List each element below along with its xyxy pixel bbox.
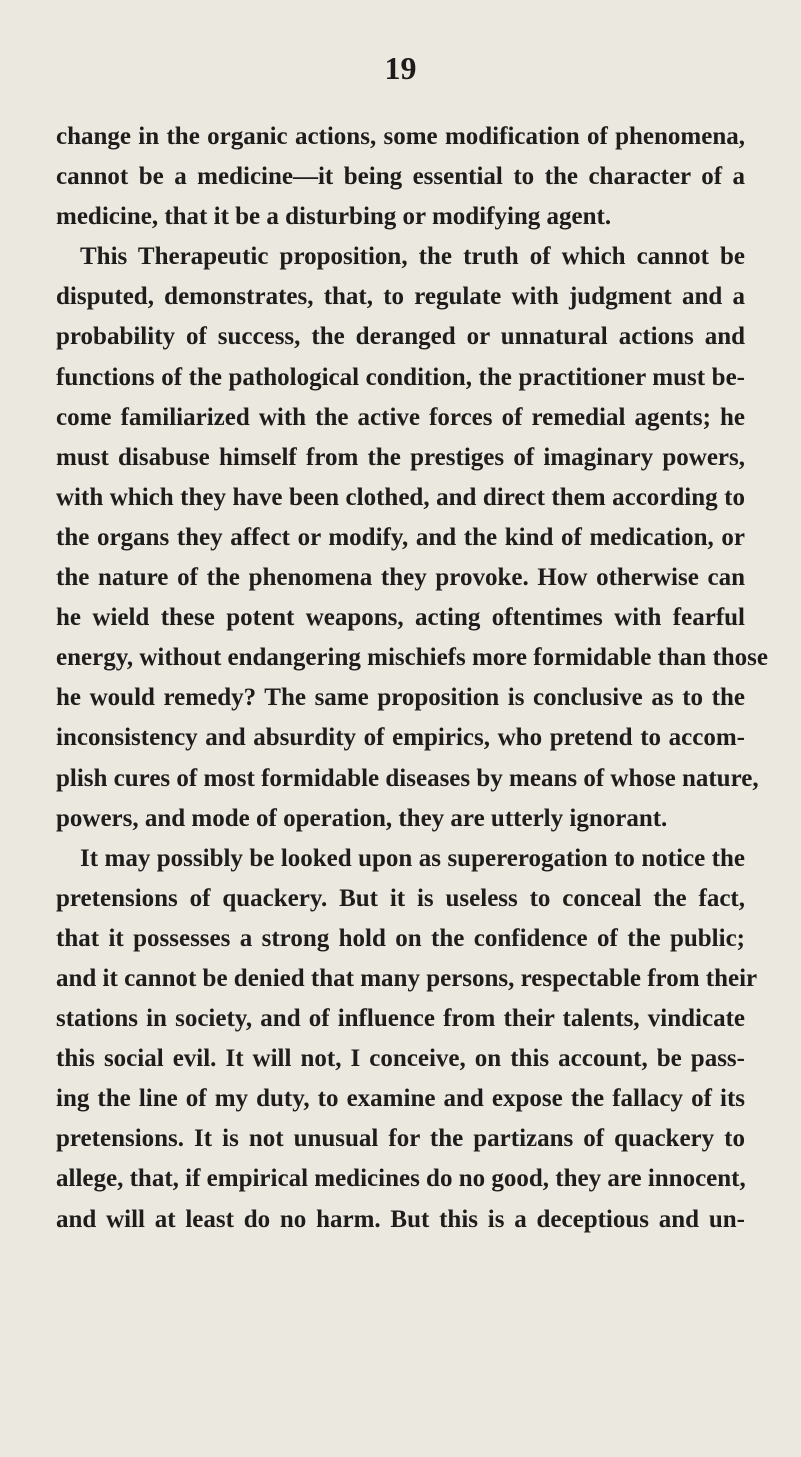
text-line: medicine, that it be a disturbing or modifying agent. <box>56 203 612 231</box>
text-line: allege, that, if empirical medicines do no good, they are innocent, <box>56 1165 746 1193</box>
text-line: cannot be a medicine—it being essential to the character of a <box>56 163 745 191</box>
text-line: ing the line of my duty, to examine and expose the fallacy of its <box>56 1085 745 1113</box>
text-line: inconsistency and absurdity of empirics, who pretend to accom- <box>56 724 745 752</box>
text-line: pretensions of quackery. But it is useless to conceal the fact, <box>56 884 745 912</box>
text-line: This Therapeutic proposition, the truth of which cannot be <box>80 243 745 271</box>
text-line: he would remedy? The same proposition is conclusive as to the <box>56 684 745 712</box>
text-line: the organs they affect or modify, and the kind of medication, or <box>56 523 745 551</box>
text-line: and will at least do no harm. But this is a deceptious and un- <box>56 1205 745 1233</box>
text-line: this social evil. It will not, I conceive, on this account, be pass- <box>56 1045 745 1073</box>
text-line: that it possesses a strong hold on the confidence of the public; <box>56 924 745 952</box>
text-line: plish cures of most formidable diseases by means of whose nature, <box>56 764 759 792</box>
text-line: energy, without endangering mischiefs more formidable than those <box>56 644 769 672</box>
text-line: must disabuse himself from the prestiges of imaginary powers, <box>56 443 745 471</box>
text-line: with which they have been clothed, and direct them according to <box>56 483 745 511</box>
text-line: and it cannot be denied that many persons, respectable from their <box>56 964 758 992</box>
text-line: powers, and mode of operation, they are utterly ignorant. <box>56 804 668 832</box>
text-line: functions of the pathological condition, the practitioner must be- <box>56 363 745 391</box>
text-line: probability of success, the deranged or unnatural actions and <box>56 323 745 351</box>
text-line: change in the organic actions, some modification of phenomena, <box>56 123 745 150</box>
text-line: he wield these potent weapons, acting oftentimes with fearful <box>56 604 745 632</box>
text-line: It may possibly be looked upon as supererogation to notice the <box>80 844 745 872</box>
page-number: 19 <box>384 50 417 86</box>
text-line: the nature of the phenomena they provoke. How otherwise can <box>56 564 745 592</box>
text-line: come familiarized with the active forces of remedial agents; he <box>56 403 745 431</box>
text-line: stations in society, and of influence from their talents, vindicate <box>56 1005 745 1033</box>
text-line: disputed, demonstrates, that, to regulate with judgment and a <box>56 283 745 311</box>
text-line: pretensions. It is not unusual for the partizans of quackery to <box>56 1125 745 1153</box>
body-text <box>56 117 769 1240</box>
